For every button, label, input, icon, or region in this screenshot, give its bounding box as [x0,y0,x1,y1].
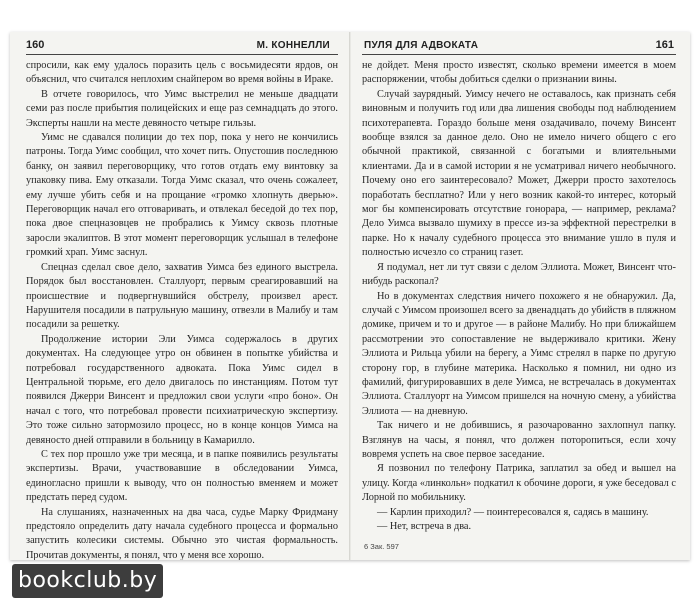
left-page-number: 160 [26,39,45,51]
left-page-text [26,59,338,560]
paragraph: не дойдет. Меня просто известят, сколько времени имеется в моем распоряжении, чтобы добиться сделки о признании вины. [362,60,676,86]
right-page-number: 161 [655,39,674,51]
paragraph: На слушаниях, назначенных на два часа, судье Марку Фридману предстояло определить дату начала судебного процесса и формально запустить колесики системы. Обычно это чистая формальность. Прочитав документы, я понял, что у меня все хорошо. [26,506,338,560]
paragraph: Продолжение истории Эли Уимса содержалось в других документах. На следующее утро он обвинен в попытке убийства и потребовал государственного адвоката. Пока Уимс сидел в Центральной тюрьме, его дело двигалось по инстанциям. Потом тут появился Джерри Винсент и предложил свои услуги «про боно». Он начал с того, что потребовал провести психиатрическую экспертизу. Это тоже сильно затормозило процесс, но в конце концов Уимса на девяносто дней отправили в больницу в Камарилло. [26,333,338,446]
paragraph: С тех пор прошло уже три месяца, и в папке появились результаты экспертизы. Врачи, участвовавшие в обследовании Уимса, единогласно пришли к выводу, что он полностью вменяем и может предстать перед судом. [26,448,338,504]
paragraph: Спецназ сделал свое дело, захватив Уимса без единого выстрела. Порядок был восстановлен. Сталлуорт, первым среагировавший на происшествие и подвергнувшийся обстрелу, произвел арест. Нарушителя посадили в патрульную машину, отвезли в Малибу и там посадили за решетку. [26,261,338,331]
paragraph: Так ничего и не добившись, я разочарованно захлопнул папку. Взглянув на часы, я понял, что должен поторопиться, если хочу вовремя успеть на свое первое заседание. [362,420,676,460]
paragraph: — Нет, встреча в два. [377,521,472,532]
paragraph: В отчете говорилось, что Уимс выстрелил не меньше двадцати семи раз после прибытия полицейских и еще раз семнадцать до этого. Эксперты нашли на месте девяносто четыре гильзы. [26,88,338,129]
left-page [26,32,338,560]
right-running-header [362,36,676,55]
right-running-title: ПУЛЯ ДЛЯ АДВОКАТА [364,40,479,51]
paragraph: Уимс не сдавался полиции до тех пор, пока у него не кончились патроны. Тогда Уимс сообщил, что хочет пить. Опустошив последнюю банку, он заявил переговорщику, что готов отдать ему винтовку за упаковку пива. Ему отказали. Тогда Уимс сказал, что очень сожалеет, ему лучше убить себя и на прощание «громко хлопнуть дверью». Переговорщик начал его отговаривать, и отвлекал беседой до тех пор, пока двое спецназовцев не пробрались к Уимсу сквозь плотные заросли экалиптов. В этот момент переговорщик услышал в телефоне громкий храп. Уимс заснул. [26,132,338,259]
book-spread [10,32,690,560]
paragraph: Но в документах следствия ничего похожего я не обнаружил. Да, случай с Уимсом произошел всего за двенадцать до убийств в пляжном домике, причем и то и другое — в районе Малибу. Но при ближайшем рассмотрении это сопоставление не выдерживало критики. Жену Эллиота и Рильца убили на берегу, а Уимс стрелял в парке по другую сторону гор, в глубине материка. Насколько я помнил, ни одно из фамилий, фигурировавших в деле Уимса, не встречалась в документах Эллиота. Сталлуорт на Уимсом пришелся на ночную смену, а убийства Эллиота — на дневную. [362,290,676,417]
book-gutter [349,32,351,560]
right-page-text [362,59,676,534]
paragraph: Случай заурядный. Уимсу нечего не оставалось, как признать себя виновным и получить год или два лишения свободы под наблюдением психотерапевта. Гораздо больше меня озадачивало, почему Винсент вообще взялся за данное дело. Оно не имело ничего общего с его обычной практикой, связанной с богатыми и влиятельными клиентами. Да и в самой истории я не усматривал ничего необычного. Почему оно его заинтересовало? Может, Джерри просто захотелось поработать бесплатно? Или у него возник какой-то интерес, который мог бы компенсировать отсутствие гонорара, — например, реклама? Дело Уимса вызвало шумиху в прессе из-за эффектной перестрелки в парке. Но к началу судебного процесса это внимание ушло в пуля и полностью исчезло со страниц газет. [362,88,676,259]
left-running-header [26,36,338,55]
paragraph: Я подумал, нет ли тут связи с делом Эллиота. Может, Винсент что-нибудь раскопал? [362,261,676,288]
watermark-logo: bookclub.by [12,564,163,598]
paragraph: спросили, как ему удалось поразить цель с восьмидесяти ярдов, он объяснил, что считался неплохим снайпером во время войны в Ираке. [26,60,338,86]
right-page [362,32,676,560]
paragraph: — Карлин приходил? — поинтересовался я, садясь в машину. [377,506,649,518]
signature-footer: 6 Зак. 597 [364,542,399,551]
paragraph: Я позвонил по телефону Патрика, заплатил за обед и вышел на улицу. Когда «линкольн» подкатил к обочине дороги, я уже беседовал с Лорной по мобильнику. [362,463,676,504]
left-running-title: М. КОННЕЛЛИ [256,40,330,51]
